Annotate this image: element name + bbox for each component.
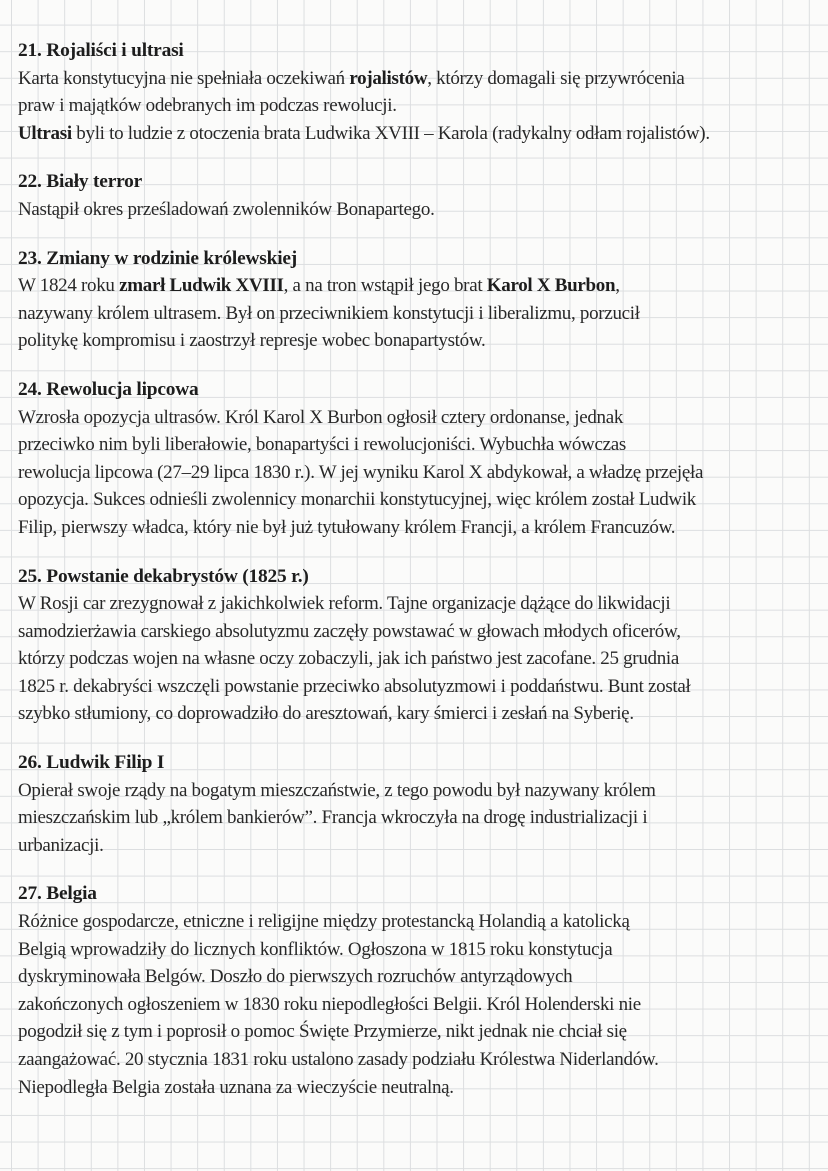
text-line: 1825 r. dekabryści wszczęli powstanie przeciwko absolutyzmowi i poddaństwu. Bunt został (18, 675, 691, 697)
section-heading (18, 245, 822, 273)
section-bialy-terror (18, 168, 822, 223)
section-title: Powstanie dekabrystów (1825 r.) (46, 565, 309, 587)
section-number: 26. (18, 752, 42, 774)
text-line: urbanizacji. (18, 834, 104, 856)
text-line: politykę kompromisu i zaostrzył represje wobec bonapartystów. (18, 330, 486, 352)
text-line: Wzrosła opozycja ultrasów. Król Karol X Burbon ogłosił cztery ordonanse, jednak (18, 406, 624, 428)
section-belgia (18, 880, 822, 1101)
section-number: 24. (18, 378, 42, 400)
text-line: Karta konstytucyjna nie spełniała oczekiwań rojalistów, którzy domagali się przywrócenia (18, 67, 685, 89)
text-line: Niepodległa Belgia została uznana za wieczyście neutralną. (18, 1076, 454, 1098)
text-line: rewolucja lipcowa (27–29 lipca 1830 r.). W jej wyniku Karol X abdykował, a władzę przejęła (18, 461, 704, 483)
text-line: szybko stłumiony, co doprowadziło do aresztowań, kary śmierci i zesłań na Syberię. (18, 703, 634, 725)
section-title: Ludwik Filip I (46, 752, 165, 774)
section-number: 27. (18, 883, 42, 905)
text-line: Różnice gospodarcze, etniczne i religijne między protestancką Holandią a katolicką (18, 911, 630, 933)
section-heading (18, 563, 822, 591)
text-line: Opierał swoje rządy na bogatym mieszczaństwie, z tego powodu był nazywany królem (18, 779, 656, 801)
text-line: pogodził się z tym i poprosił o pomoc Święte Przymierze, nikt jednak nie chciał się (18, 1021, 627, 1043)
section-rojalisci-i-ultrasi (18, 37, 822, 147)
text-line: zaangażować. 20 stycznia 1831 roku ustalono zasady podziału Królestwa Niderlandów. (18, 1049, 659, 1070)
section-heading (18, 880, 822, 908)
text-line: dyskryminowała Belgów. Doszło do pierwszych rozruchów antyrządowych (18, 966, 573, 988)
section-number: 23. (18, 247, 42, 269)
section-title: Biały terror (46, 171, 143, 193)
text-line: samodzierżawia carskiego absolutyzmu zaczęły powstawać w głowach młodych oficerów, (18, 620, 681, 642)
text-line: Filip, pierwszy władca, który nie był już tytułowany królem Francji, a królem Francuzów. (18, 516, 676, 538)
text-line: nazywany królem ultrasem. Był on przeciwnikiem konstytucji i liberalizmu, porzucił (18, 302, 640, 324)
text-line: Belgią wprowadziły do licznych konfliktów. Ogłoszona w 1815 roku konstytucja (18, 938, 613, 960)
section-title: Rojaliści i ultrasi (46, 40, 184, 61)
text-line: W 1824 roku zmarł Ludwik XVIII, a na tron wstąpił jego brat Karol X Burbon, (18, 275, 620, 297)
section-ludwik-filip (18, 749, 822, 859)
section-number: 25. (18, 565, 42, 587)
text-line: zakończonych ogłoszeniem w 1830 roku niepodległości Belgii. Król Holenderski nie (18, 993, 641, 1015)
text-line: którzy podczas wojen na własne oczy zobaczyli, jak ich państwo jest zacofane. 25 grudnia (18, 648, 680, 670)
text-line: opozycja. Sukces odnieśli zwolennicy monarchii konstytucyjnej, więc królem został Ludwik (18, 489, 697, 511)
section-rewolucja-lipcowa (18, 376, 822, 542)
text-line: Ultrasi byli to ludzie z otoczenia brata Ludwika XVIII – Karola (radykalny odłam rojalistów). (18, 122, 710, 144)
section-powstanie-dekabrystow (18, 563, 822, 729)
section-title: Belgia (46, 883, 97, 905)
section-zmiany-w-rodzinie-krolewskiej (18, 245, 822, 355)
section-title: Zmiany w rodzinie królewskiej (46, 247, 298, 269)
section-heading (18, 168, 822, 196)
section-heading (18, 376, 822, 404)
section-heading (18, 749, 822, 777)
text-line: praw i majątków odebranych im podczas rewolucji. (18, 95, 397, 117)
section-number: 22. (18, 171, 42, 193)
section-title: Rewolucja lipcowa (46, 378, 199, 400)
text-line: W Rosji car zrezygnował z jakichkolwiek reform. Tajne organizacje dążące do likwidacji (18, 593, 671, 615)
section-number: 21. (18, 40, 42, 61)
text-line: przeciwko nim byli liberałowie, bonapartyści i rewolucjoniści. Wybuchła wówczas (18, 434, 626, 456)
text-line: Nastąpił okres prześladowań zwolenników Bonapartego. (18, 198, 435, 220)
section-heading (18, 37, 822, 65)
text-line: mieszczańskim lub „królem bankierów”. Francja wkroczyła na drogę industrializacji i (18, 807, 648, 829)
